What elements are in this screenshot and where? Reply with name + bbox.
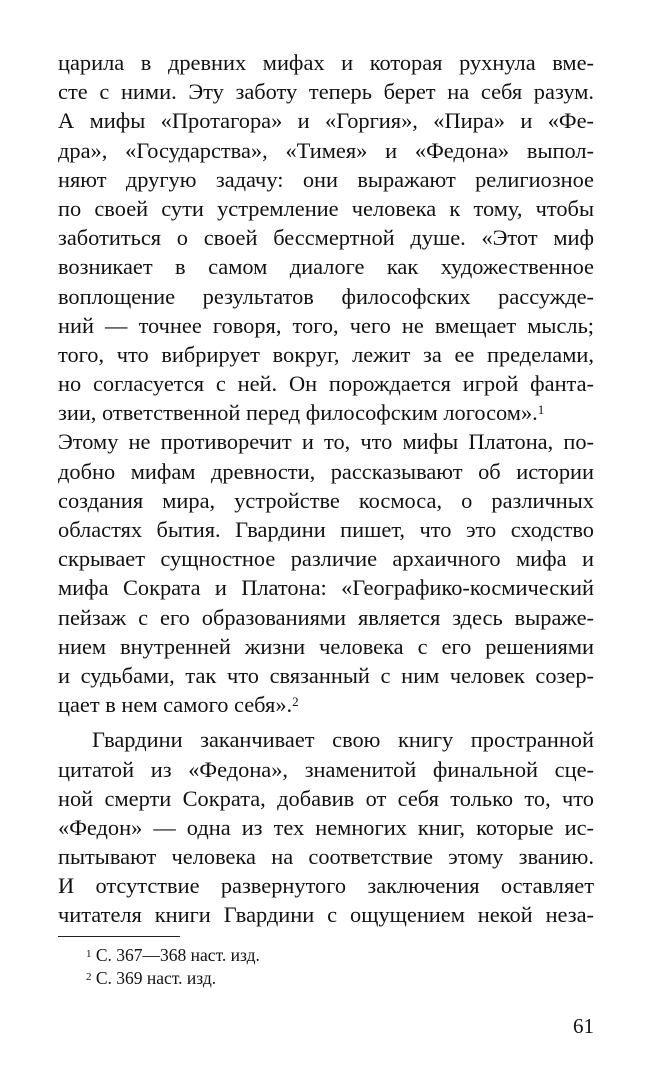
text-line: того, что вибрирует вокруг, лежит за ее пределами, (58, 341, 594, 367)
text-line: возникает в самом диалоге как художественное (58, 254, 594, 280)
text-line: няют другую задачу: они выражают религиозное (58, 166, 594, 192)
footnote-mark: 2 (86, 971, 92, 983)
text-line: Этому не противоречит и то, что мифы Платона, по- (58, 429, 594, 455)
text-line-with-footnote (58, 398, 594, 427)
text-line: добно мифам древности, рассказывают об истории (58, 458, 594, 484)
text-line: А мифы «Протагора» и «Горгия», «Пира» и «Фе- (58, 108, 594, 134)
footnote-ref: 2 (292, 694, 299, 710)
text-line: но согласуется с ней. Он порождается игрой фанта- (58, 371, 594, 397)
text-line: областях бытия. Гвардини пишет, что это сходство (58, 517, 594, 542)
text-line: пейзаж с его образованиями является здесь выраже- (58, 604, 594, 630)
text-line: ний — точнее говоря, того, чего не вмещает мысль; (58, 312, 594, 338)
text-line: дра», «Государства», «Тимея» и «Федона» выпол- (58, 137, 594, 163)
text-line: заботиться о своей бессмертной душе. «Этот миф (58, 225, 594, 251)
text-line: читателя книги Гвардини с ощущением некой неза- (58, 902, 594, 928)
text-line: создания мира, устройстве космоса, о различных (58, 487, 594, 513)
text-line: воплощение результатов философских рассужде- (58, 283, 594, 309)
footnotes (86, 944, 260, 990)
text-line: И отсутствие развернутого заключения оставляет (58, 873, 594, 899)
paragraph-2 (58, 725, 594, 929)
text-line: «Федон» — одна из тех немногих книг, которые ис- (58, 814, 594, 840)
footnote-mark: 1 (86, 948, 92, 960)
text-line: цитатой из «Федона», знаменитой финальной сце- (58, 756, 594, 782)
text-line-with-footnote (58, 690, 594, 719)
footnote-text: С. 369 наст. изд. (95, 968, 217, 988)
text-line: сте с ними. Эту заботу теперь берет на себя разум. (58, 79, 594, 105)
text-line: по своей сути устремление человека к тому, чтобы (58, 195, 594, 221)
text-line-content: зии, ответственной перед философским логосом». (58, 400, 538, 426)
footnote-divider (58, 936, 180, 937)
text-line: царила в древних мифах и которая рухнула вме- (58, 50, 594, 75)
text-line-content: цает в нем самого себя». (58, 692, 293, 718)
text-line: мифа Сократа и Платона: «Географико-космический (58, 575, 594, 601)
text-line: пытывают человека на соответствие этому званию. (58, 844, 594, 870)
page-body (58, 48, 594, 930)
text-line: скрывает сущностное различие архаичного мифа и (58, 546, 594, 572)
page-number: 61 (573, 1014, 594, 1038)
text-line: нием внутренней жизни человека с его решениями (58, 633, 594, 659)
text-line: и судьбами, так что связанный с ним человек созер- (58, 662, 594, 688)
footnote-item (86, 967, 260, 990)
footnote-item (86, 944, 260, 967)
text-line: ной смерти Сократа, добавив от себя только то, что (58, 785, 594, 811)
footnote-ref: 1 (537, 402, 545, 418)
footnote-text: С. 367—368 наст. изд. (95, 945, 260, 965)
text-line: Гвардини заканчивает свою книгу пространной (92, 727, 594, 753)
paragraph-1 (58, 48, 594, 719)
